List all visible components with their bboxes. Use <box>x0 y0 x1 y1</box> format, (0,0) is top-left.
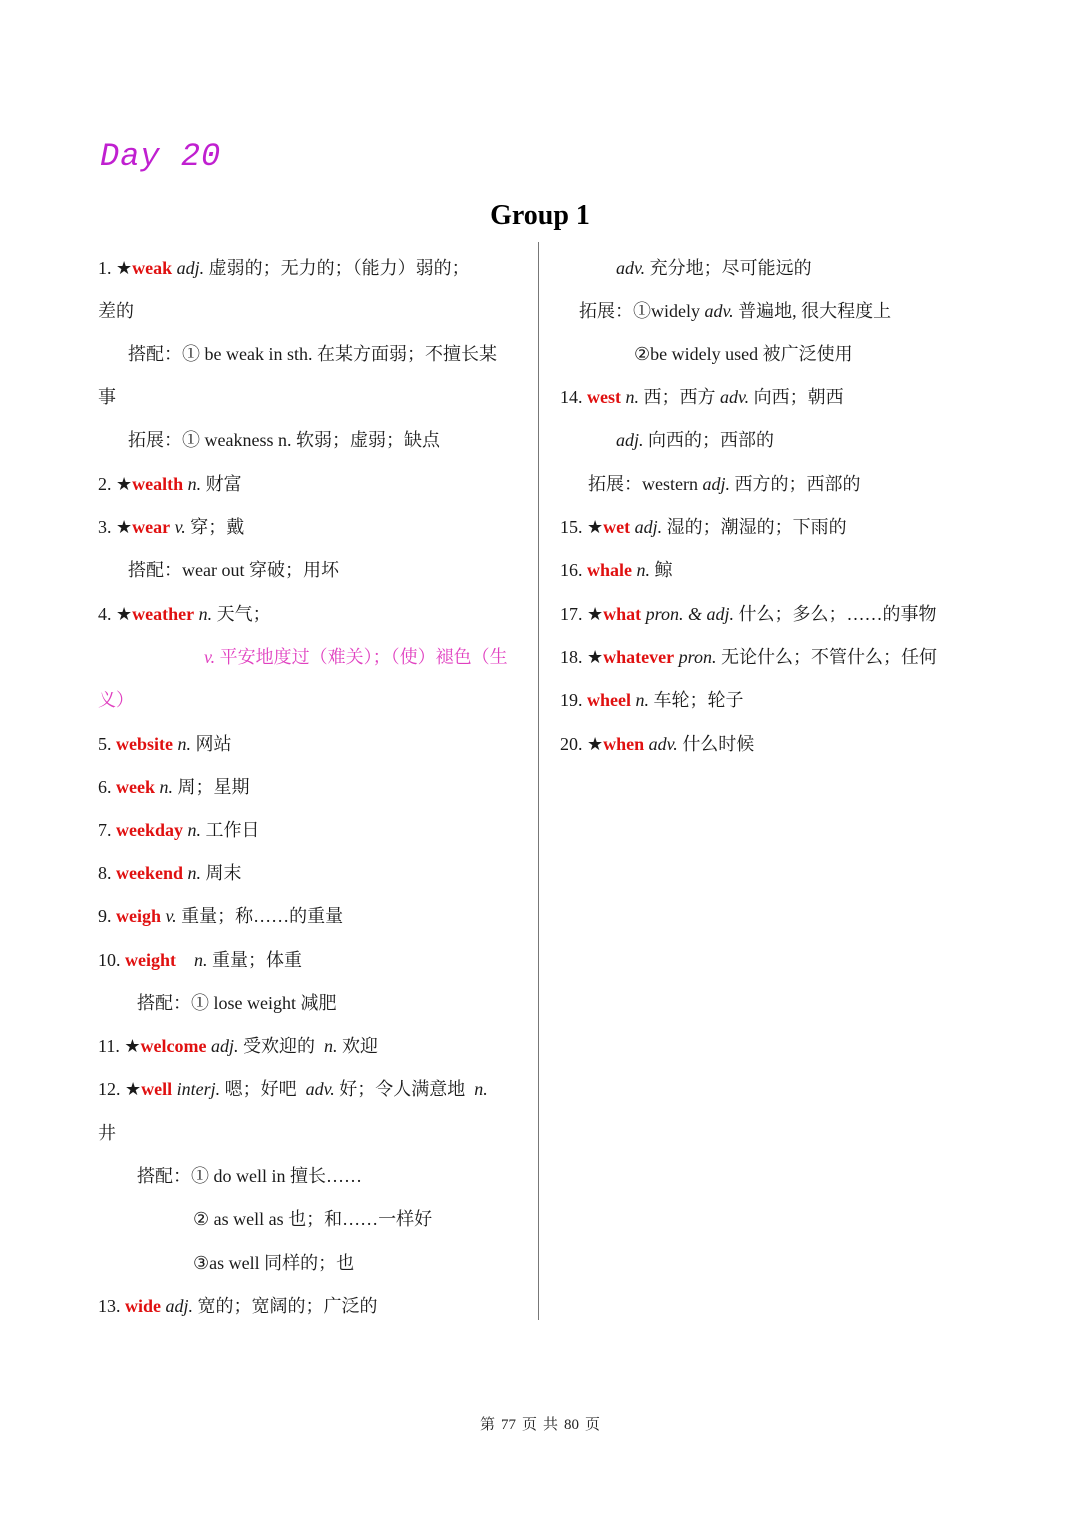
continuation-line: 井 <box>98 1123 116 1143</box>
entry-weekend: 8. weekend n. 周末 <box>98 863 242 883</box>
entry-whale: 16. whale n. 鲸 <box>560 560 673 580</box>
page-footer: 第 77 页 共 80 页 <box>479 1417 601 1433</box>
entry-when: 20. ★when adv. 什么时候 <box>560 734 755 754</box>
entry-weight: 10. weight n. 重量；体重 <box>98 950 302 970</box>
collocation-line: 搭配：① lose weight 减肥 <box>137 993 337 1013</box>
entry-weather: 4. ★weather n. 天气； <box>98 604 271 624</box>
west-adjective-line: adj. 向西的；西部的 <box>616 430 775 450</box>
entry-whatever: 18. ★whatever pron. 无论什么；不管什么；任何 <box>560 647 937 667</box>
collocation-line: ③as well 同样的；也 <box>193 1253 355 1273</box>
entry-wheel: 19. wheel n. 车轮；轮子 <box>560 690 744 710</box>
entry-what: 17. ★what pron. & adj. 什么；多么；……的事物 <box>560 604 937 624</box>
entry-weigh: 9. weigh v. 重量；称……的重量 <box>98 906 344 926</box>
collocation-line: 搭配：wear out 穿破；用坏 <box>128 560 339 580</box>
continuation-line: 事 <box>98 387 116 407</box>
continuation-line: 义） <box>98 690 134 710</box>
entry-wealth: 2. ★wealth n. 财富 <box>98 474 242 494</box>
group-title: Group 1 <box>490 200 590 231</box>
continuation-line: 差的 <box>98 301 134 321</box>
extension-line: 拓展：① weakness n. 软弱；虚弱；缺点 <box>128 430 440 450</box>
entry-welcome: 11. ★welcome adj. 受欢迎的 n. 欢迎 <box>98 1036 378 1056</box>
entry-weak: 1. ★weak adj. 虚弱的；无力的；（能力）弱的； <box>98 258 470 278</box>
entry-website: 5. website n. 网站 <box>98 734 232 754</box>
entry-west: 14. west n. 西；西方 adv. 向西；朝西 <box>560 387 844 407</box>
collocation-line: ② as well as 也；和……一样好 <box>193 1209 433 1229</box>
weather-verb-line: v. 平安地度过（难关）；（使）褪色（生 <box>204 647 508 667</box>
column-divider <box>538 242 539 1320</box>
entry-wet: 15. ★wet adj. 湿的；潮湿的；下雨的 <box>560 517 847 537</box>
entry-wear: 3. ★wear v. 穿；戴 <box>98 517 245 537</box>
entry-well: 12. ★well interj. 嗯；好吧 adv. 好；令人满意地 n. <box>98 1079 488 1099</box>
collocation-line: 搭配：① be weak in sth. 在某方面弱；不擅长某 <box>128 344 497 364</box>
wide-adverb-line: adv. 充分地；尽可能远的 <box>616 258 812 278</box>
total-pages: 80 <box>564 1417 580 1433</box>
day-heading: Day 20 <box>100 138 222 175</box>
entry-weekday: 7. weekday n. 工作日 <box>98 820 260 840</box>
extension-line: 拓展：①widely adv. 普遍地, 很大程度上 <box>579 301 892 321</box>
extension-line: ②be widely used 被广泛使用 <box>634 344 853 364</box>
current-page: 77 <box>500 1417 516 1433</box>
entry-week: 6. week n. 周；星期 <box>98 777 250 797</box>
extension-line: 拓展：western adj. 西方的；西部的 <box>588 474 861 494</box>
collocation-line: 搭配：① do well in 擅长…… <box>137 1166 362 1186</box>
entry-wide: 13. wide adj. 宽的；宽阔的；广泛的 <box>98 1296 378 1316</box>
